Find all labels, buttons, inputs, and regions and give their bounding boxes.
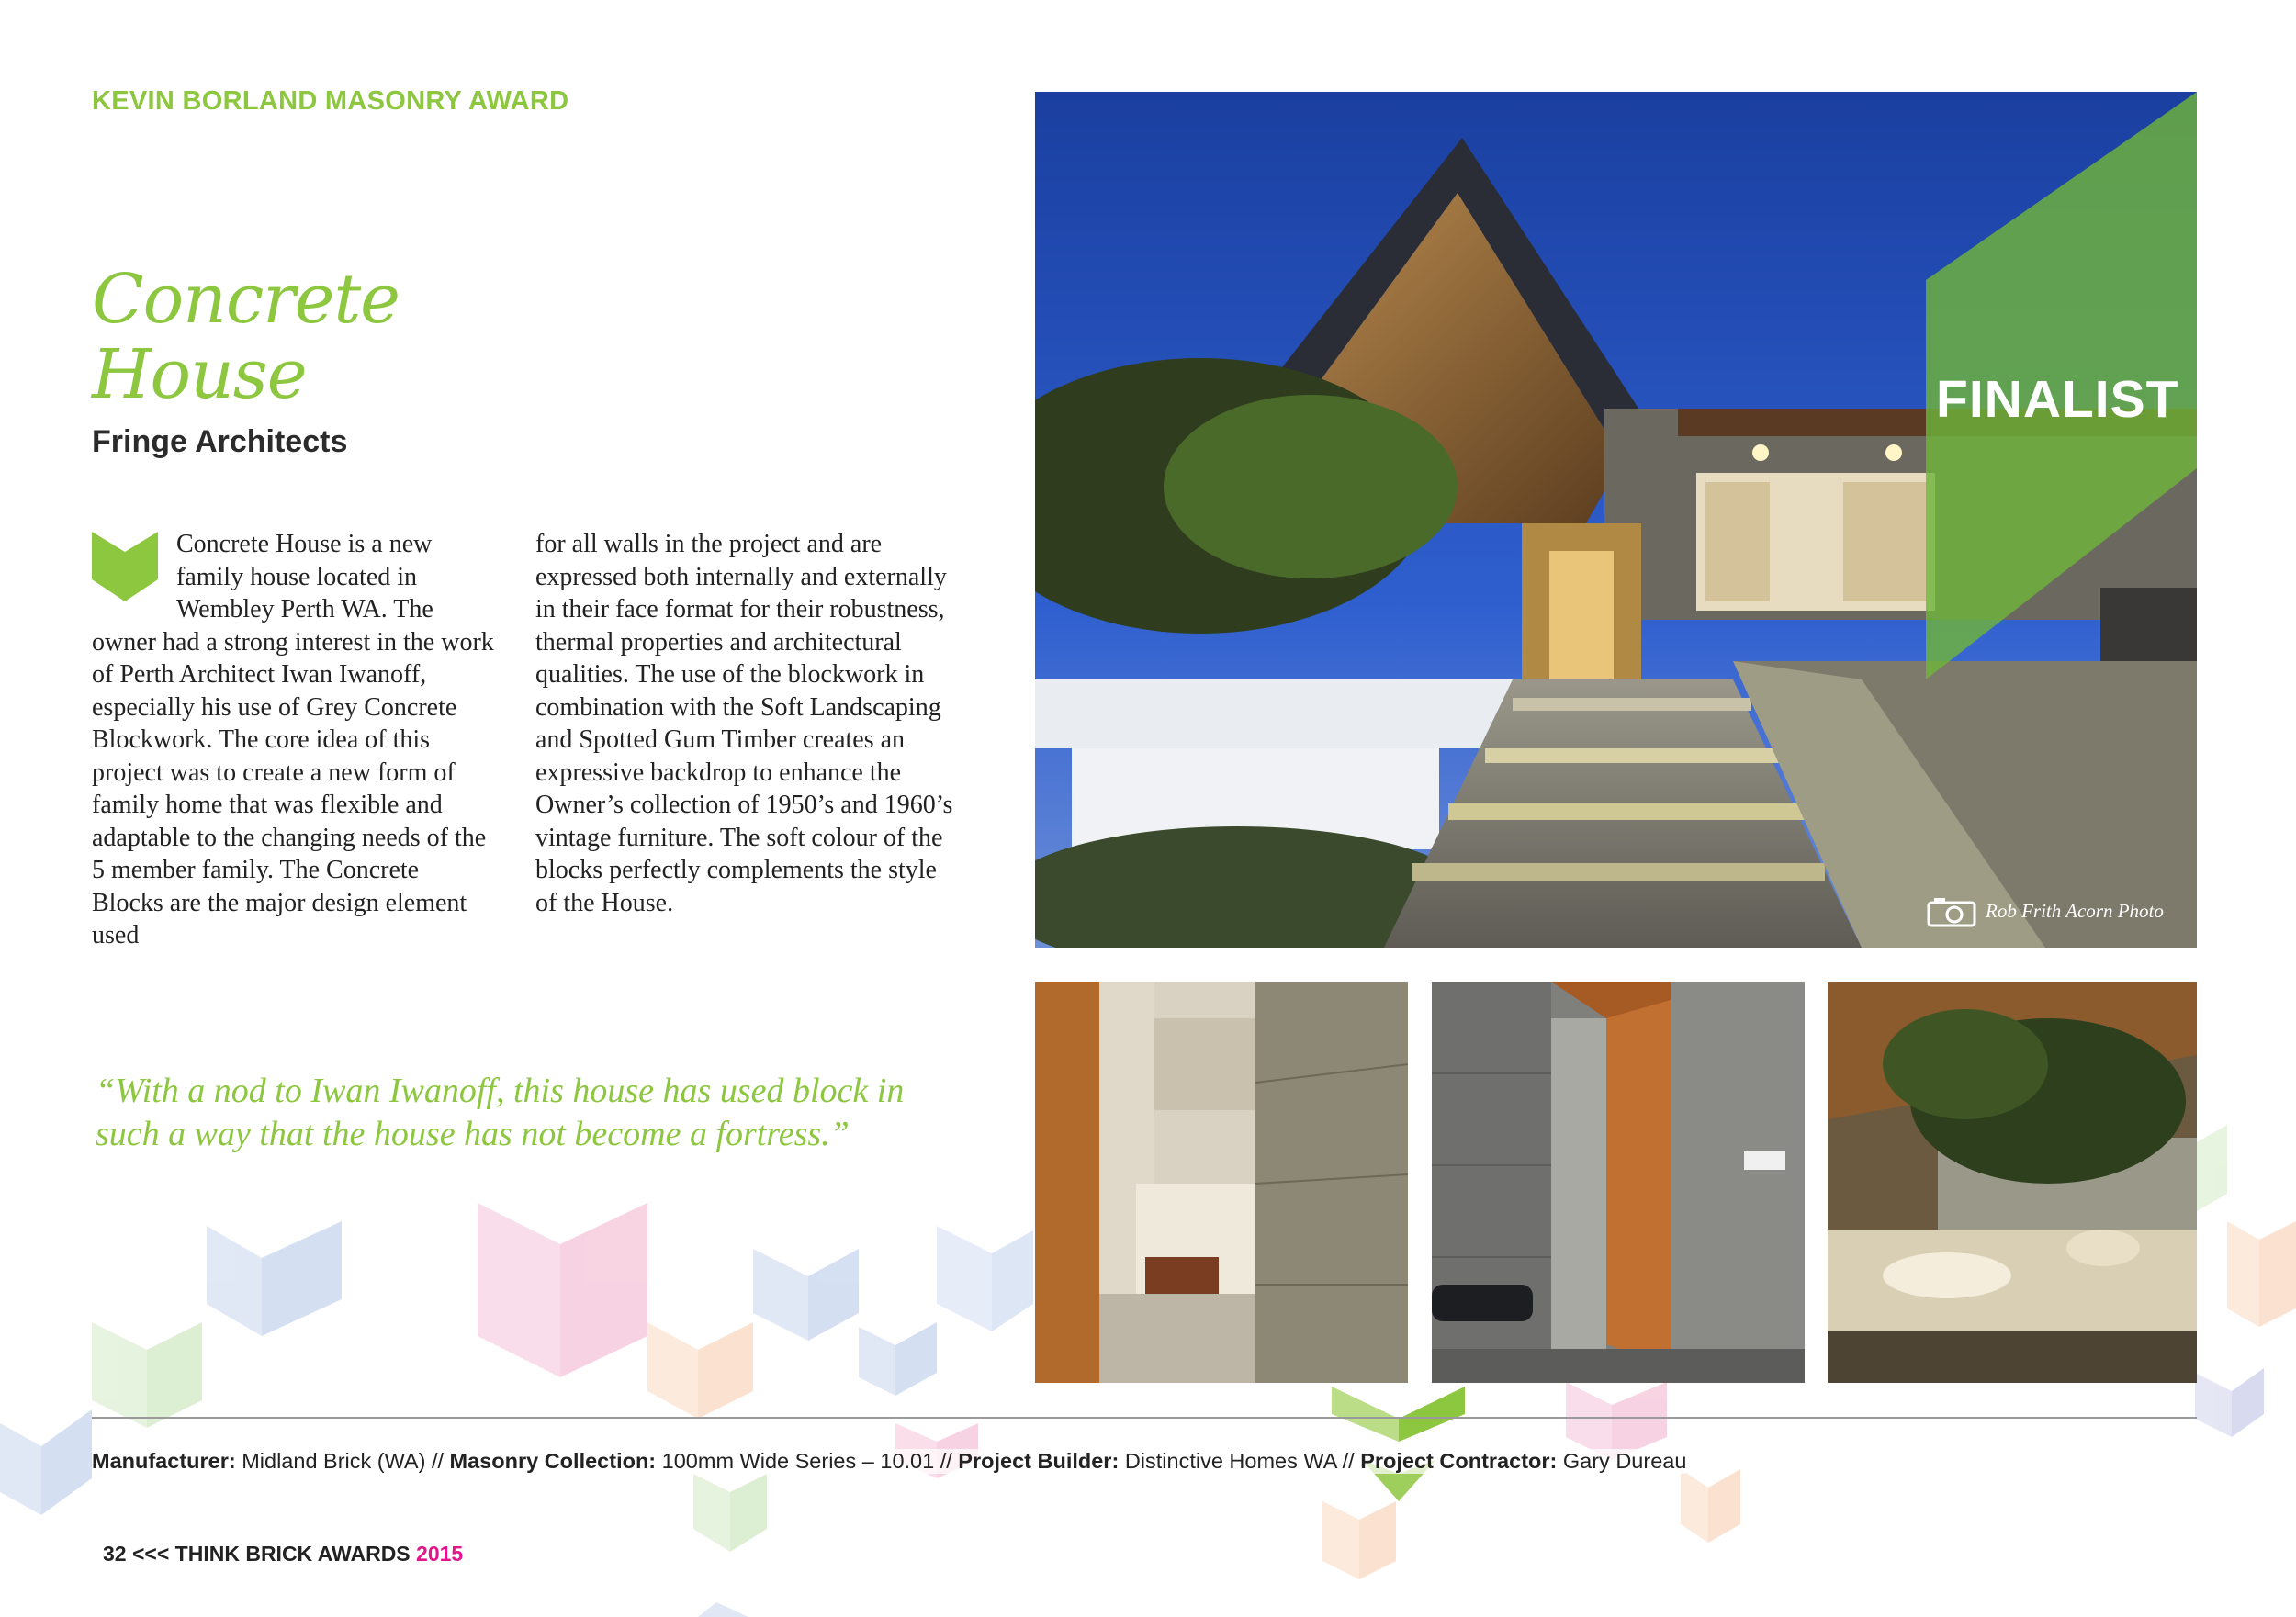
page-footer bbox=[103, 1542, 463, 1566]
body-text-col1: Concrete House is a new family house located in Wembley Perth WA. The owner had a strong interest in the work of Perth Architect Iwan Iwanoff, especially his use of Grey Concrete Blockwork. The core idea of this project was to create a new form of family home that was flexible and adaptable to the changing needs of the 5 member family. The Concrete Blocks are the major design element used bbox=[92, 530, 494, 949]
body-column-2: for all walls in the project and are expressed both internally and externally in their face format for their robustness, thermal properties and architectural qualities. The use of the blockwork in combination with the Soft Landscaping and Spotted Gum Timber creates an expressive backdrop to enhance the Owner’s collection of 1950’s and 1960’s vintage furniture. The soft colour of the blocks perfectly complements the style of the House. bbox=[535, 530, 953, 917]
chevron-marker-icon bbox=[92, 532, 158, 601]
manufacturer-label: Manufacturer: bbox=[92, 1449, 236, 1473]
builder-value: Distinctive Homes WA // bbox=[1124, 1449, 1355, 1473]
collection-label: Masonry Collection: bbox=[449, 1449, 657, 1473]
camera-icon bbox=[1927, 896, 1976, 927]
publication-year: 2015 bbox=[416, 1542, 464, 1566]
body-column-1 bbox=[92, 528, 496, 952]
pull-quote: “With a nod to Iwan Iwanoff, this house has used block in such a way that the house has not become a fortress.” bbox=[96, 1072, 905, 1153]
page-number: 32 <<< bbox=[103, 1542, 170, 1566]
project-credits bbox=[92, 1449, 1686, 1474]
contractor-label: Project Contractor: bbox=[1360, 1449, 1558, 1473]
photo-credit: Rob Frith Acorn Photo bbox=[1986, 900, 2164, 922]
project-title-line-2: House bbox=[92, 335, 307, 414]
interior-hallway-photo bbox=[1035, 982, 1408, 1383]
award-category-heading: KEVIN BORLAND MASONRY AWARD bbox=[92, 86, 569, 116]
builder-label: Project Builder: bbox=[958, 1449, 1120, 1473]
finalist-badge: FINALIST bbox=[1936, 370, 2179, 429]
courtyard-living-photo bbox=[1828, 982, 2197, 1383]
contractor-value: Gary Dureau bbox=[1562, 1449, 1687, 1473]
credits-divider bbox=[92, 1417, 2197, 1419]
architect-name: Fringe Architects bbox=[92, 424, 348, 459]
hero-photo bbox=[1035, 92, 2197, 948]
entry-door-photo bbox=[1432, 982, 1805, 1383]
collection-value: 100mm Wide Series – 10.01 // bbox=[661, 1449, 952, 1473]
manufacturer-value: Midland Brick (WA) // bbox=[242, 1449, 445, 1473]
project-title-line-1: Concrete bbox=[92, 260, 400, 339]
publication-name: THINK BRICK AWARDS bbox=[174, 1542, 411, 1566]
project-title bbox=[92, 262, 400, 412]
